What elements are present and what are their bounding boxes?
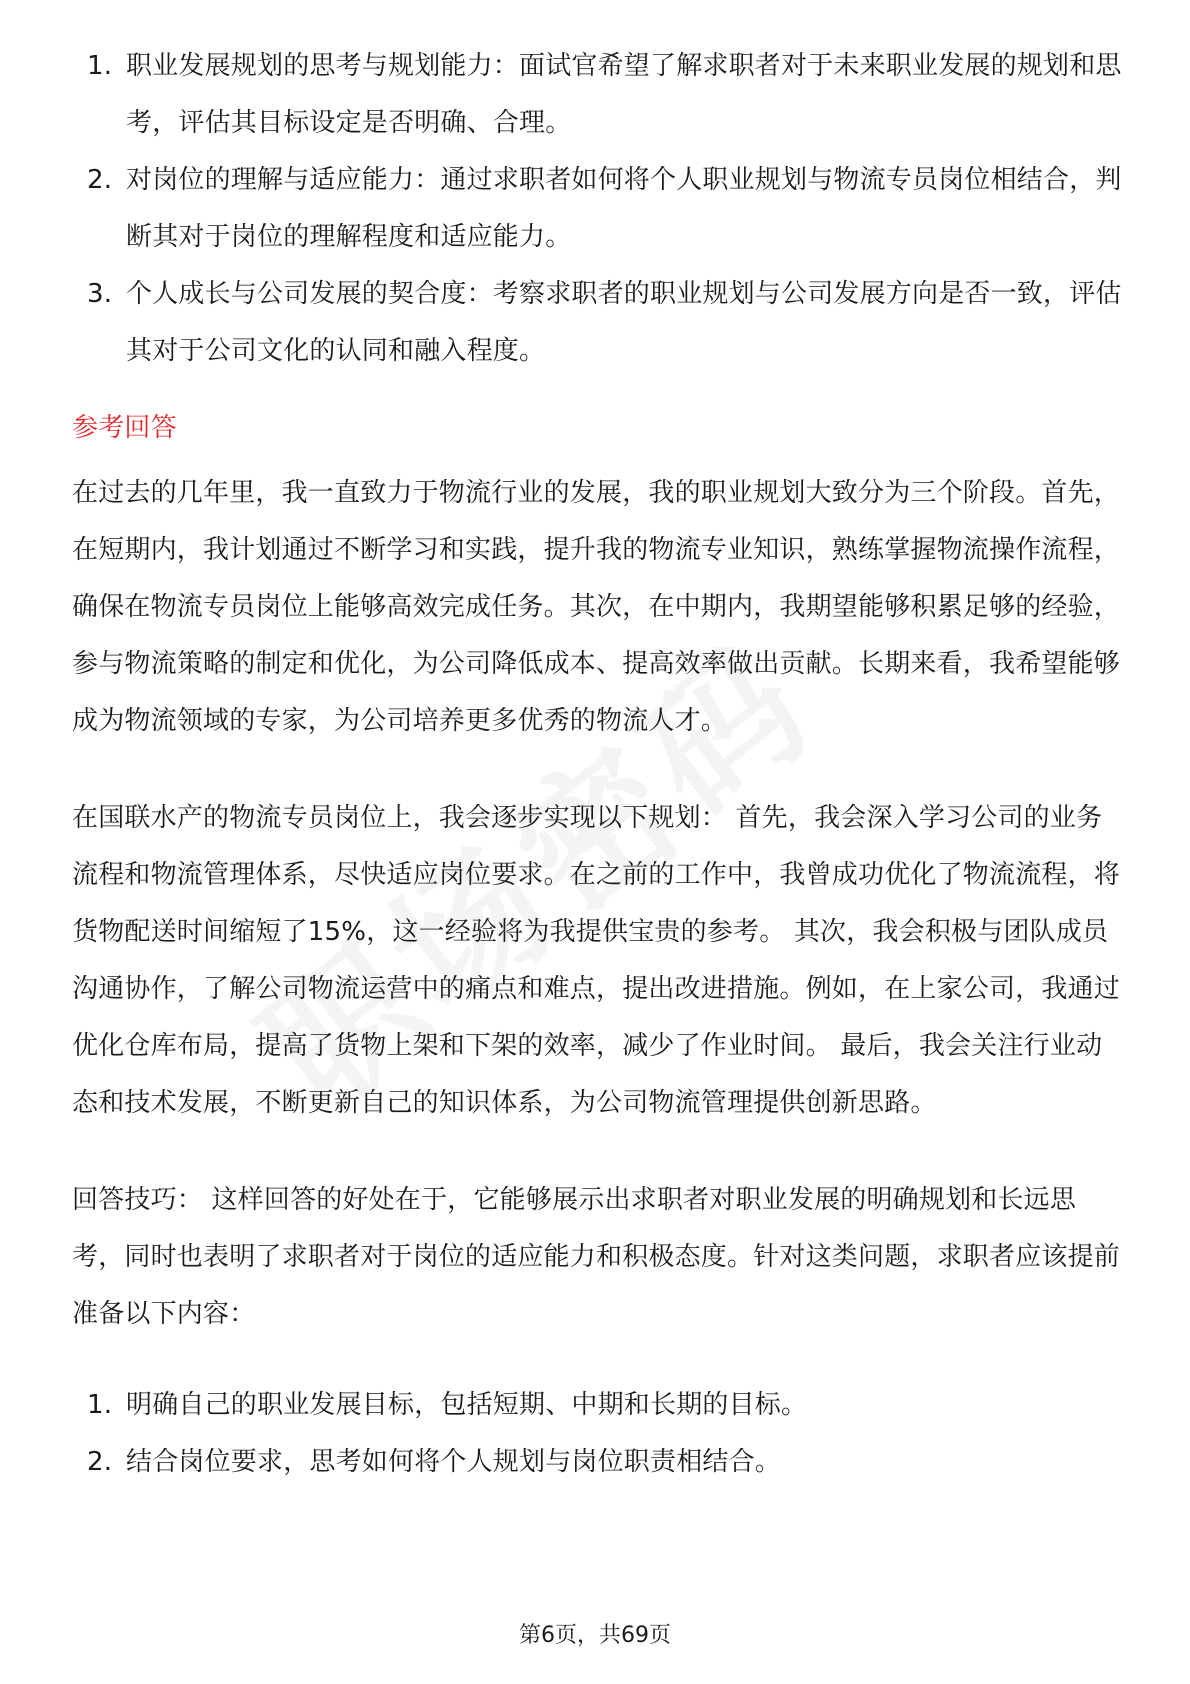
criteria-list [72, 38, 1122, 380]
list-item [72, 1377, 1122, 1434]
list-number: 2. [87, 1447, 113, 1477]
list-text: 明确自己的职业发展目标，包括短期、中期和长期的目标。 [126, 1390, 808, 1420]
section-heading: 参考回答 [72, 413, 177, 443]
list-number: 3. [87, 279, 113, 309]
prep-list [72, 1377, 1122, 1491]
list-item [72, 266, 1122, 380]
list-item [72, 38, 1122, 152]
list-text: 结合岗位要求，思考如何将个人规划与岗位职责相结合。 [126, 1447, 782, 1477]
list-number: 2. [87, 165, 113, 195]
list-text: 个人成长与公司发展的契合度：考察求职者的职业规划与公司发展方向是否一致，评估其对于公司文化的认同和融入程度。 [126, 279, 1122, 366]
page-number: 第6页，共69页 [519, 1623, 671, 1648]
list-text: 对岗位的理解与适应能力：通过求职者如何将个人职业规划与物流专员岗位相结合，判断其对于岗位的理解程度和适应能力。 [126, 165, 1122, 252]
page-content [72, 38, 1122, 1491]
answer-paragraph: 在过去的几年里，我一直致力于物流行业的发展，我的职业规划大致分为三个阶段。首先，在短期内，我计划通过不断学习和实践，提升我的物流专业知识，熟练掌握物流操作流程，确保在物流专员岗位上能够高效完成任务。其次，在中期内，我期望能够积累足够的经验，参与物流策略的制定和优化，为公司降低成本、提高效率做出贡献。长期来看，我希望能够成为物流领域的专家，为公司培养更多优秀的物流人才。 [72, 478, 1121, 736]
tips-paragraph: 回答技巧： 这样回答的好处在于，它能够展示出求职者对职业发展的明确规划和长远思考，同时也表明了求职者对于岗位的适应能力和积极态度。针对这类问题，求职者应该提前准备以下内容： [72, 1185, 1121, 1329]
list-item [72, 1434, 1122, 1491]
answer-paragraph: 在国联水产的物流专员岗位上，我会逐步实现以下规划： 首先，我会深入学习公司的业务流程和物流管理体系，尽快适应岗位要求。在之前的工作中，我曾成功优化了物流流程，将货物配送时间缩短了15%，这一经验将为我提供宝贵的参考。 其次，我会积极与团队成员沟通协作，了解公司物流运营中的痛点和难点，提出改进措施。例如，在上家公司，我通过优化仓库布局，提高了货物上架和下架的效率，减少了作业时间。 最后，我会关注行业动态和技术发展，不断更新自己的知识体系，为公司物流管理提供创新思路。 [72, 803, 1121, 1118]
list-number: 1. [87, 1390, 113, 1420]
list-text: 职业发展规划的思考与规划能力：面试官希望了解求职者对于未来职业发展的规划和思考，评估其目标设定是否明确、合理。 [126, 51, 1122, 138]
list-number: 1. [87, 51, 113, 81]
list-item [72, 152, 1122, 266]
